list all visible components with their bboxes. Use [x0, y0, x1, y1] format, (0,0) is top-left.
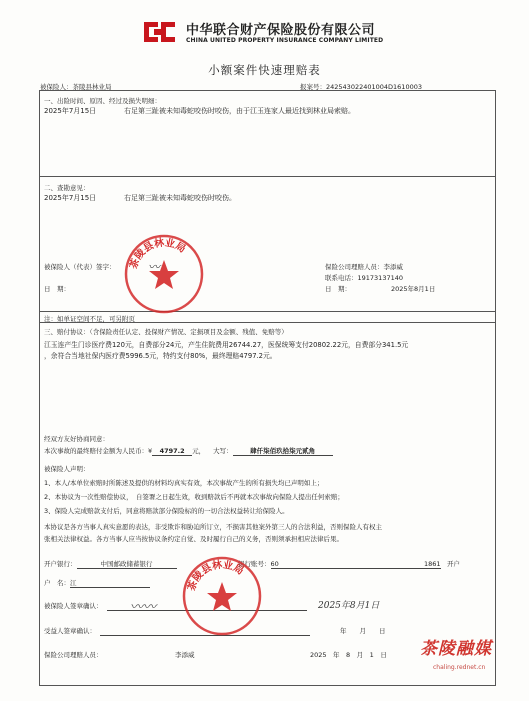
insured-confirm-label: 被保险人签章确认：	[44, 602, 103, 610]
staff-date: 2025 年 8 月 1 日	[310, 651, 387, 659]
insured-value: 茶陵县林业局	[72, 83, 112, 91]
section1-heading: 一、出险时间、原因、经过及损失明细：	[44, 97, 161, 105]
case-number-label: 报案号：	[300, 83, 326, 91]
agreement-line2: ，余符合当地社保内医疗费5996.5元，特约支付80%，最终理赔4797.2元。	[44, 352, 277, 360]
account-value-b: 1861	[381, 560, 441, 569]
divider-section2	[39, 311, 496, 312]
adjuster-date-label: 日 期：	[325, 285, 351, 293]
account-line	[238, 559, 441, 569]
insured-sign-date: 2025年8月1日	[318, 601, 380, 611]
account-name-value: 江	[70, 578, 150, 588]
agree-heading: 经双方友好协商同意：	[44, 435, 109, 443]
agreement-para-2: 张相关法律权益。各方当事人应当按协议条约定自觉、及时履行自己的义务，否则须承担相应法律后果。	[44, 535, 343, 543]
receiver-label: 受益人签章确认：	[44, 627, 96, 635]
adjuster-name: 李添威	[383, 263, 403, 271]
section2-date: 2025年7月15日	[44, 194, 97, 202]
account-label: 银行账号：	[238, 560, 271, 568]
insured-sign-label: 被保险人（代表）签字：	[44, 263, 116, 271]
adjuster-line	[325, 262, 403, 271]
insured-label: 被保险人：	[40, 83, 73, 91]
amount-value: 4797.2	[152, 447, 192, 456]
staff-line	[44, 650, 103, 659]
adjuster-label: 保险公司理赔人员：	[325, 263, 384, 271]
account-value-a: 60	[271, 560, 381, 569]
space-note: 注：如单证空间不足，可另附页	[44, 315, 135, 323]
insured-sign-date-label: 日 期：	[44, 285, 70, 293]
company-logo-icon	[140, 18, 180, 46]
receiver-date: 年 月 日	[340, 627, 386, 635]
bank-value: 中国邮政储蓄银行	[77, 559, 177, 569]
section2-heading: 二、查勘意见：	[44, 184, 90, 192]
amount-line	[44, 446, 333, 456]
form-border	[39, 90, 496, 686]
phone-value: 19173137140	[357, 274, 403, 282]
company-name-en: CHINA UNITED PROPERTY INSURANCE COMPANY LIMITED	[186, 37, 384, 44]
adjuster-date-line	[325, 284, 435, 293]
phone-line	[325, 273, 403, 282]
section1-date: 2025年7月15日	[44, 107, 97, 115]
section3-heading: 三、赔付协议：（含保险责任认定、投保财产情况、定损项目及金额、残值、免赔等）	[44, 328, 288, 336]
account-name-line	[44, 578, 150, 588]
company-name-cn: 中华联合财产保险股份有限公司	[186, 23, 376, 38]
official-seal-stamp-2	[180, 554, 264, 638]
staff-label: 保险公司理赔人员：	[44, 651, 103, 659]
svg-text:茶陵县林业局: 茶陵县林业局	[128, 237, 188, 271]
phone-label: 联系电话：	[325, 274, 358, 282]
clause-2: 2、本协议为一次性赔偿协议， 自签署之日起生效，收到赔款后不再就本次事故向保险人提出任何索赔；	[44, 493, 344, 501]
section2-detail: 右足第三趾被未知毒蛇咬伤时咬伤。	[124, 194, 236, 202]
watermark-logo: 茶陵融媒	[420, 639, 492, 659]
section1-detail: 右足第三趾被未知毒蛇咬伤时咬伤，由于江玉连家人最近找到林业局索赔。	[124, 107, 355, 115]
clause-3: 3、保险人完成赔款支付后，同意将赔款部分保险标的的一切合法权益转让给保险人。	[44, 507, 289, 515]
divider-section1	[39, 176, 496, 177]
form-title: 小额案件快速理赔表	[208, 63, 321, 77]
holder-label: 开户	[447, 560, 460, 568]
staff-name: 李添威	[175, 651, 195, 659]
agreement-line1: 江玉连产生门诊医疗费120元，自费部分24元，产生住院费用26744.27，医保统筹支付20802.22元，自费部分341.5元	[44, 341, 409, 349]
agreement-para-1: 本协议是各方当事人真实意愿的表达，非受欺诈和胁迫所订立，不损害其他案外第三人的合法利益，否则保险人有权主	[44, 523, 382, 531]
adjuster-date: 2025年8月1日	[391, 285, 436, 293]
bank-label: 开户银行：	[44, 560, 77, 568]
official-seal-stamp	[122, 232, 206, 316]
bank-line	[44, 559, 177, 569]
amount-upper-value: 肆仟柒佰玖拾柒元贰角	[233, 446, 333, 456]
amount-upper-label: 大写：	[213, 447, 233, 455]
svg-text:茶陵县林业局: 茶陵县林业局	[186, 559, 246, 593]
amount-prefix: 本次事故的最终赔付金额为人民币：¥	[44, 447, 153, 455]
declare-heading: 被保险人声明：	[44, 465, 90, 473]
handwritten-signature-1: 〰	[148, 260, 161, 274]
account-name-label: 户 名：	[44, 579, 70, 587]
clause-1: 1、本人/本单位索赔时所陈述及提供的材料均真实有效，本次事故产生的所有损失均已声明如上；	[44, 479, 324, 487]
handwritten-signature-2: 〰〰	[130, 600, 157, 615]
amount-unit: 元，	[192, 447, 206, 455]
watermark-url: chaling.rednet.cn	[433, 664, 486, 671]
case-number-value: 242543022401004D1610003	[326, 83, 422, 91]
